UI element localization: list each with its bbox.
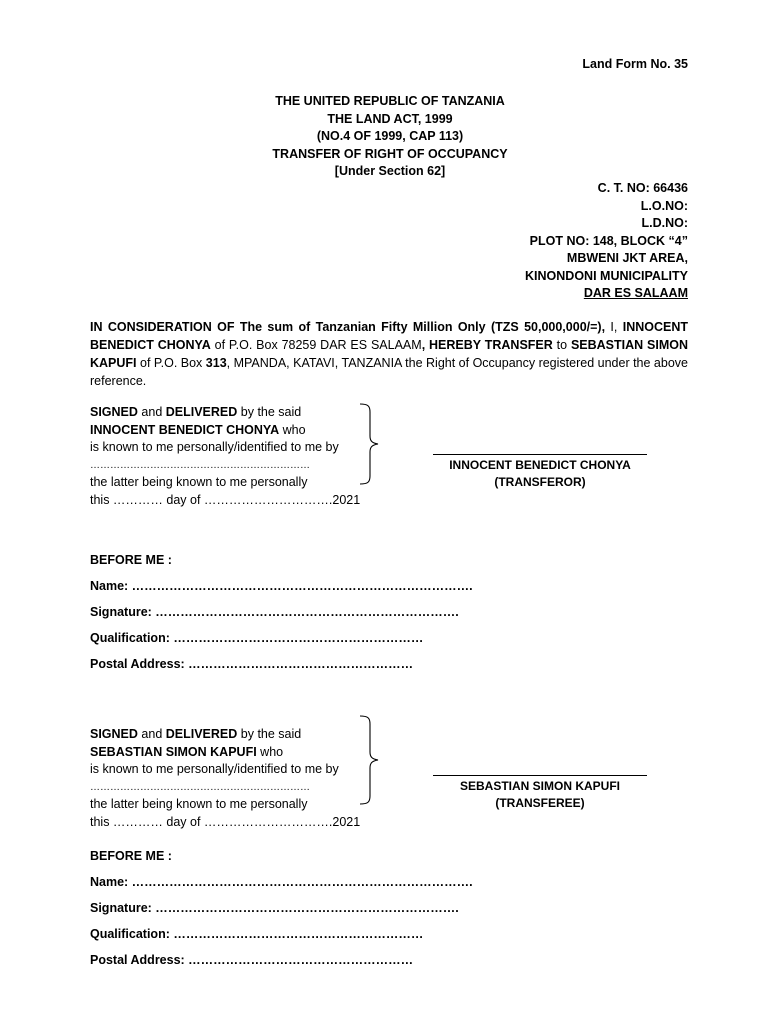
transferor-address: of P.O. Box 78259 DAR ES SALAAM [210, 338, 422, 352]
transferee-signature-line [433, 775, 647, 776]
reference-block [525, 180, 688, 303]
heading-title: TRANSFER OF RIGHT OF OCCUPANCY [272, 146, 508, 161]
and-text: and [137, 727, 166, 741]
transferee-address-prefix: of P.O. Box [136, 356, 206, 370]
witness-postal-field: Postal Address: ……………………………………………… [90, 953, 414, 967]
who-text: who [279, 422, 306, 437]
delivered-label: DELIVERED [165, 405, 238, 419]
transferee-signature-caption [420, 778, 660, 812]
transferee-signature-name: SEBASTIAN SIMON KAPUFI [459, 779, 620, 793]
heading-country: THE UNITED REPUBLIC OF TANZANIA [275, 94, 505, 108]
attestation-dots: ………………………………………………………… [90, 781, 310, 793]
city-name: DAR ES SALAAM [583, 286, 688, 300]
right-brace-icon [354, 402, 384, 486]
signed-label: SIGNED [90, 405, 138, 419]
delivered-label: DELIVERED [165, 727, 238, 741]
witness-signature-field: Signature: ………………………………………………………………. [90, 605, 459, 619]
transferor-signature-role: (TRANSFEROR) [494, 475, 586, 489]
transferee-name: SEBASTIAN SIMON KAPUFI [90, 338, 688, 370]
ld-number: L.D.NO: [641, 216, 688, 230]
witness-signature-field: Signature: ………………………………………………………………. [90, 901, 459, 915]
attestation-dots: ………………………………………………………… [90, 459, 310, 471]
transferor-attestation [90, 404, 370, 509]
right-brace-icon [354, 714, 384, 806]
witness-qualification-field: Qualification: …………………………………………………… [90, 927, 424, 941]
by-the-said-text: by the said [237, 727, 302, 741]
plot-number: PLOT NO: 148, BLOCK “4” [529, 233, 688, 248]
transferee-signature-role: (TRANSFEREE) [495, 796, 585, 810]
consideration-text: I, [605, 320, 623, 334]
and-text: and [137, 405, 166, 419]
heading-section: [Under Section 62] [334, 164, 446, 178]
attestation-line-2 [90, 422, 370, 440]
to-text: to [552, 338, 571, 352]
document-heading [0, 93, 768, 181]
attestation-line-1 [90, 404, 370, 422]
witness-postal-field: Postal Address: ……………………………………………… [90, 657, 414, 671]
transferee-name-label: SEBASTIAN SIMON KAPUFI [90, 744, 257, 759]
witness-name-field: Name: ………………………………………………………………………. [90, 875, 473, 889]
attestation-line-1 [90, 726, 370, 744]
heading-act: THE LAND ACT, 1999 [327, 111, 453, 126]
signed-label: SIGNED [90, 727, 138, 741]
transferee-box-number: 313 [205, 356, 227, 370]
hereby-transfer: , HEREBY TRANSFER [421, 338, 553, 352]
attestation-known: is known to me personally/identified to me by [90, 440, 339, 454]
attestation-date: this ………… day of ………………………….2021 [90, 814, 361, 829]
transferor-name-label: INNOCENT BENEDICT CHONYA [90, 422, 280, 437]
attestation-latter: the latter being known to me personally [90, 797, 308, 811]
attestation-known: is known to me personally/identified to me by [90, 762, 339, 776]
transferor-signature-line [433, 454, 647, 455]
witness-block-1 [90, 547, 473, 677]
ct-number: C. T. NO: 66436 [597, 181, 688, 195]
transferor-signature-caption [420, 457, 660, 491]
witness-block-2 [90, 843, 473, 973]
who-text: who [256, 744, 284, 759]
attestation-date: this ………… day of ………………………….2021 [90, 492, 361, 507]
witness-qualification-field: Qualification: …………………………………………………… [90, 631, 424, 645]
form-number: Land Form No. 35 [582, 57, 688, 71]
area-name: MBWENI JKT AREA, [566, 251, 688, 265]
transferor-signature-name: INNOCENT BENEDICT CHONYA [449, 458, 631, 472]
heading-act-number: (NO.4 OF 1999, CAP 113) [316, 129, 464, 143]
lo-number: L.O.NO: [640, 198, 688, 213]
consideration-amount: IN CONSIDERATION OF The sum of Tanzanian Fifty Million Only (TZS 50,000,000/=), [90, 320, 606, 334]
by-the-said-text: by the said [237, 405, 302, 419]
municipality-name: KINONDONI MUNICIPALITY [525, 268, 688, 283]
before-me-title: BEFORE ME : [90, 849, 172, 863]
transferee-address-rest: , MPANDA, KATAVI, TANZANIA the Right of Occupancy registered under the above reference. [90, 356, 688, 388]
before-me-title: BEFORE ME : [90, 553, 172, 567]
attestation-line-2 [90, 744, 370, 762]
consideration-paragraph [90, 318, 688, 390]
witness-name-field: Name: ………………………………………………………………………. [90, 579, 473, 593]
transferor-name: INNOCENT BENEDICT CHONYA [90, 320, 688, 352]
attestation-latter: the latter being known to me personally [90, 475, 308, 489]
transferee-attestation [90, 726, 370, 831]
